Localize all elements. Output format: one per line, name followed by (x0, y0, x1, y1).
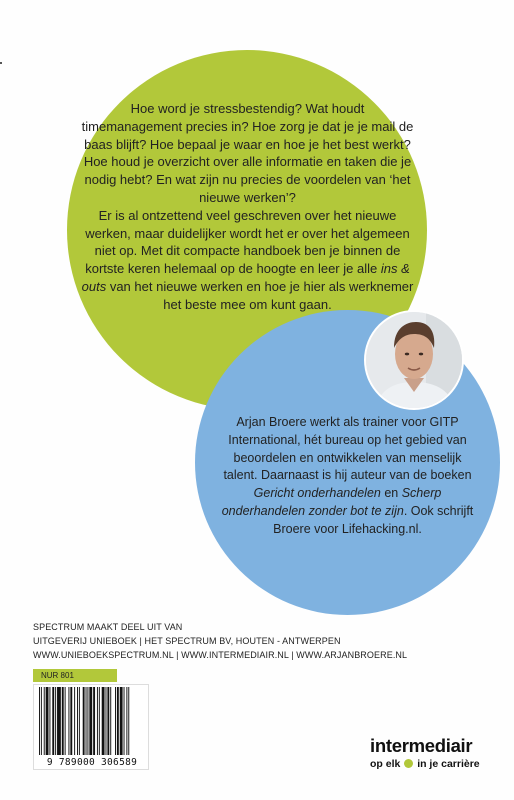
colophon-line-3: WWW.UNIEBOEKSPECTRUM.NL | WWW.INTERMEDIAIR.NL | WWW.ARJANBROERE.NL (33, 650, 408, 660)
author-bio-paragraph (215, 414, 480, 539)
author-portrait (366, 312, 462, 408)
publisher-tagline (370, 758, 480, 770)
author-bio-part-2: . Ook schrijft Broere voor Lifehacking.nl. (273, 503, 474, 536)
barcode-bars (37, 687, 147, 757)
blurb-text (80, 100, 415, 314)
colophon (33, 620, 407, 662)
author-bio (215, 414, 480, 539)
author-book-2: Scherp onderhandelen zonder bot te zijn (221, 486, 442, 518)
tagline-part-1: op elk (370, 758, 401, 770)
tagline-part-2: in je carrière (417, 758, 480, 770)
author-book-1: Gericht onderhandelen (253, 486, 381, 501)
blurb-paragraph-1: Hoe word je stressbestendig? Wat houdt timemanagement precies in? Hoe zorg je dat je je mail de baas blijft? Hoe bepaal je waar en hoe je het best werkt? Hoe houd je overzicht over alle informatie en taken die je nodig hebt? En wat zijn nu precies de voordelen van ‘het nieuwe werken’? (81, 101, 414, 205)
nur-label: NUR 801 (33, 669, 117, 682)
blurb-paragraph-2 (80, 207, 415, 314)
colophon-line-2: UITGEVERIJ UNIEBOEK | HET SPECTRUM BV, HOUTEN - ANTWERPEN (33, 636, 341, 646)
publisher-logo: intermediair (370, 735, 473, 756)
blurb-emphasis: ins & outs (81, 261, 410, 294)
green-dot-icon (404, 759, 413, 768)
blurb-paragraph-2-part-2: van het nieuwe werken en hoe je hier als werknemer het beste mee om kunt gaan. (106, 278, 414, 312)
colophon-line-1: SPECTRUM MAAKT DEEL UIT VAN (33, 622, 183, 632)
isbn-barcode (33, 684, 149, 770)
author-bio-part-1: Arjan Broere werkt als trainer voor GITP International, hét bureau op het gebied van beoordelen en ontwikkelen van menselijk talent. Daarnaast is hij auteur van de boeken (223, 415, 472, 483)
barcode-digits: 9 789000 306589 (46, 757, 138, 768)
author-bio-and: en (380, 486, 402, 501)
edge-mark (0, 62, 2, 64)
blurb-paragraph-2-part-1: Er is al ontzettend veel geschreven over het nieuwe werken, maar duidelijker wordt het er over het algemeen niet op. Met dit compacte handboek ben je binnen de kortste keren helemaal op de hoogte en leer je alle (85, 207, 410, 277)
author-photo (364, 310, 464, 410)
